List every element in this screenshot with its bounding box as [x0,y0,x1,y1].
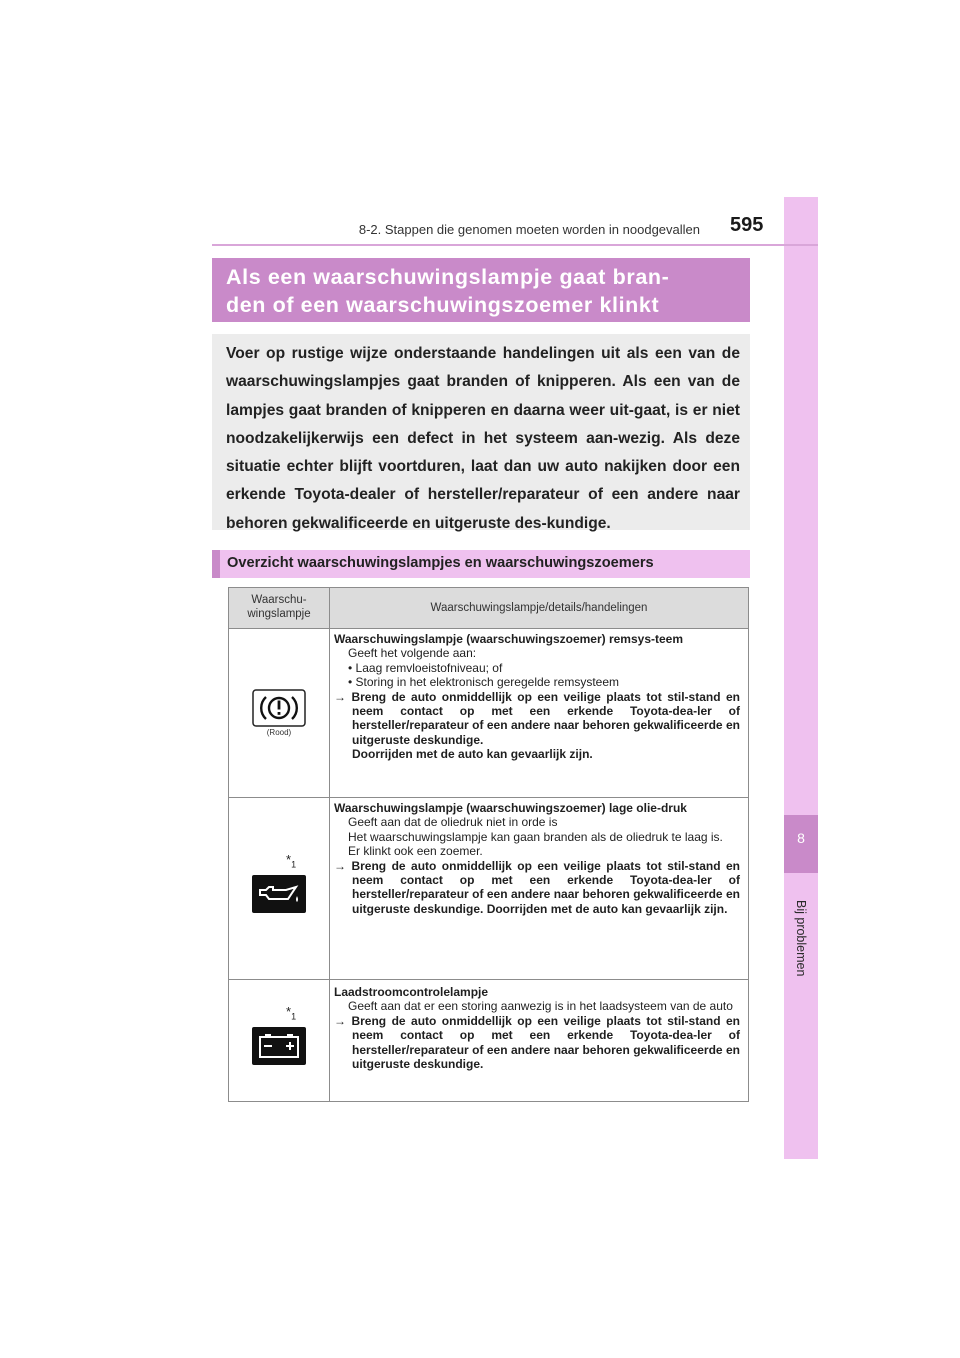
row-description: Het waarschuwingslampje kan gaan branden als de oliedruk te laag is. [348,829,723,844]
brake-warning-icon [252,689,306,727]
table-row [334,985,740,1071]
subheading: Overzicht waarschuwingslampjes en waarschuwingszoemers [227,555,654,571]
intro-text: Voer op rustige wijze onderstaande handelingen uit als een van de waarschuwingslampjes gaat branden of knipperen. Als een van de lampjes gaat branden of knipperen en daarna weer uit-gaat, is er niet noodzakelijkerwijs een defect in het systeem aan-wezig. Als deze situatie echter blijft voortduren, laat dan uw auto nakijken door een erkende Toyota-dealer of hersteller/reparateur of een andere naar behoren gekwalificeerde en uitgeruste des-kundige. [226,345,740,532]
table-header-details: Waarschuwingslampje/details/handelingen [330,588,748,628]
table-row-divider [229,797,749,798]
row-action: → Breng de auto onmiddellijk op een veilige plaats tot stil-stand en neem contact op met een erkende Toyota-dea-ler of hersteller/reparateur of een andere naar behoren gekwalificeerde en uitgeruste deskundige. [334,1013,740,1072]
table-row [334,632,740,762]
running-header: 8-2. Stappen die genomen moeten worden in noodgevallen [358,222,700,237]
page-number: 595 [730,214,764,236]
footnote-marker: $*_1$ [286,1004,297,1022]
chapter-number: 8 [797,830,805,846]
chapter-title: Bij problemen [794,900,808,977]
battery-charge-icon [252,1027,306,1065]
table-row-divider [229,628,749,629]
row-description: Geeft aan dat de oliedruk niet in orde is [348,815,558,830]
row-action: → Breng de auto onmiddellijk op een veilige plaats tot stil-stand en neem contact op met een erkende Toyota-dea-ler of hersteller/reparateur of een andere naar behoren gekwalificeerde en uitgeruste deskundige. Doorrijden met de auto kan gevaarlijk zijn. [334,858,740,916]
row-title: Laadstroomcontrolelampje [334,985,489,999]
row-action: → Breng de auto onmiddellijk op een veilige plaats tot stil-stand en neem contact op met een erkende Toyota-dea-ler of hersteller/reparateur of een andere naar behoren gekwalificeerde en uitgeruste deskundige. [334,689,740,747]
row-title: Waarschuwingslampje (waarschuwingszoemer) lage olie-druk [334,801,687,815]
footnote-marker: $*_1$ [286,852,297,870]
section-title [212,258,750,322]
row-bullet: • Storing in het elektronisch geregelde remsysteem [348,675,620,690]
header-rule [212,244,818,246]
subheading-accent [212,550,220,578]
row-description: Er klinkt ook een zoemer. [348,844,483,859]
table-row-divider [229,979,749,980]
oil-pressure-icon [252,875,306,913]
row-bullet: • Laag remvloeistofniveau; of [348,660,503,675]
table-row [334,801,740,916]
row-description: Geeft het volgende aan: [348,646,477,661]
row-action-note: Doorrijden met de auto kan gevaarlijk zijn. [352,747,593,762]
table-column-divider [329,588,330,1101]
icon-color-note: (Rood) [266,728,292,737]
row-title: Waarschuwingslampje (waarschuwingszoemer) remsys-teem [334,632,684,646]
section-title-line2: den of een waarschuwingszoemer klinkt [226,293,660,317]
row-description: Geeft aan dat er een storing aanwezig is in het laadsysteem van de auto [348,999,733,1014]
section-title-line1: Als een waarschuwingslampje gaat bran- [226,265,670,289]
table-header-icon: Waarschu-wingslampje [229,588,329,628]
